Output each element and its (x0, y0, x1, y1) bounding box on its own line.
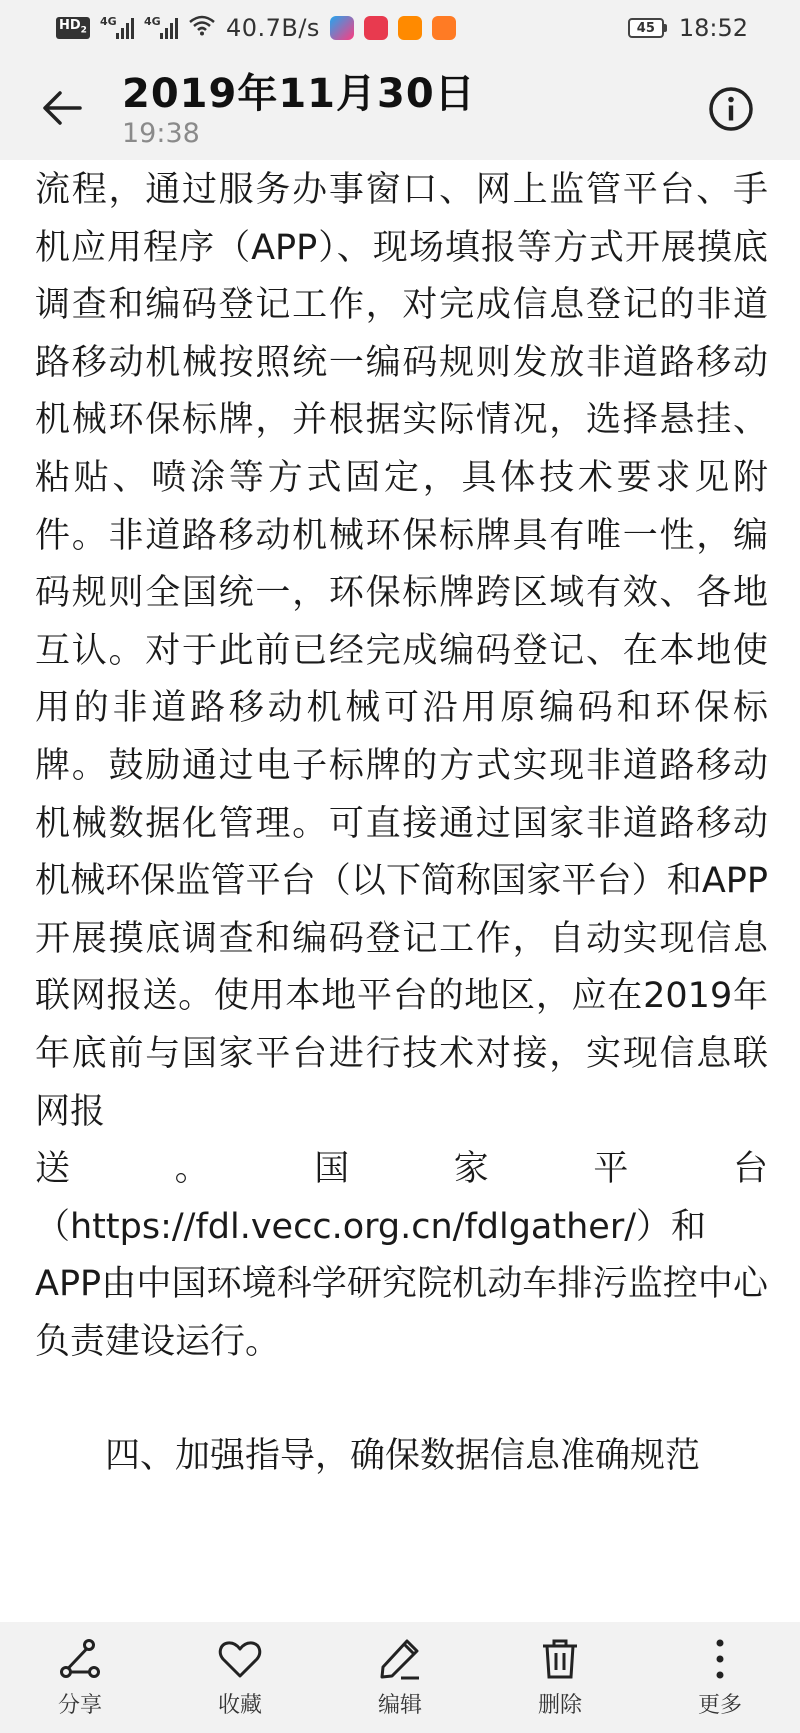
video-app-icon (432, 16, 456, 40)
note-time: 19:38 (122, 118, 200, 149)
signal-icon: 4G (100, 17, 134, 39)
more-vertical-icon (697, 1636, 743, 1682)
trash-icon (537, 1636, 583, 1682)
social-app-icon (398, 16, 422, 40)
body-paragraph-end: APP由中国环境科学研究院机动车排污监控中心负责建设运行。 (35, 1264, 768, 1362)
signal-icon-2: 4G (144, 17, 178, 39)
platform-url-line: （https://fdl.vecc.org.cn/fdlgather/）和 (35, 1206, 706, 1247)
heart-icon (217, 1636, 263, 1682)
reader-app-icon (364, 16, 388, 40)
info-icon (707, 85, 755, 133)
back-button[interactable] (36, 82, 88, 134)
share-button[interactable]: 分享 (0, 1622, 160, 1733)
more-button[interactable]: 更多 (640, 1622, 800, 1733)
share-icon (57, 1636, 103, 1682)
bottom-toolbar (0, 1622, 800, 1733)
note-body[interactable] (35, 162, 768, 1486)
app-header (0, 56, 800, 160)
body-spread-line: 送 。 国 家 平 台 (35, 1149, 768, 1190)
info-button[interactable] (706, 84, 756, 134)
status-bar (0, 0, 800, 56)
favorite-button[interactable]: 收藏 (160, 1622, 320, 1733)
clock: 18:52 (678, 14, 748, 42)
network-speed: 40.7B/s (225, 14, 320, 42)
arrow-left-icon (40, 88, 84, 128)
youku-app-icon (330, 16, 354, 40)
section-heading: 四、加强指导，确保数据信息准确规范 (105, 1436, 701, 1477)
edit-button[interactable]: 编辑 (320, 1622, 480, 1733)
page-title: 2019年11月30日 (122, 71, 476, 117)
body-paragraph: 流程，通过服务办事窗口、网上监管平台、手机应用程序（APP）、现场填报等方式开展摸底调查和编码登记工作，对完成信息登记的非道路移动机械按照统一编码规则发放非道路移动机械环保标牌，并根据实际情况，选择悬挂、粘贴、喷涂等方式固定，具体技术要求见附件。非道路移动机械环保标牌具有唯一性，编码规则全国统一，环保标牌跨区域有效、各地互认。对于此前已经完成编码登记、在本地使用的非道路移动机械可沿用原编码和环保标牌。鼓励通过电子标牌的方式实现非道路移动机械数据化管理。可直接通过国家非道路移动机械环保监管平台（以下简称国家平台）和APP开展摸底调查和编码登记工作，自动实现信息联网报送。使用本地平台的地区，应在2019年年底前与国家平台进行技术对接，实现信息联网报 (35, 170, 768, 1132)
hd-voice-icon: $HD_2$ (56, 17, 90, 40)
wifi-icon (188, 14, 216, 42)
pen-icon (377, 1636, 423, 1682)
battery-icon: 45 (628, 18, 667, 38)
delete-button[interactable]: 删除 (480, 1622, 640, 1733)
